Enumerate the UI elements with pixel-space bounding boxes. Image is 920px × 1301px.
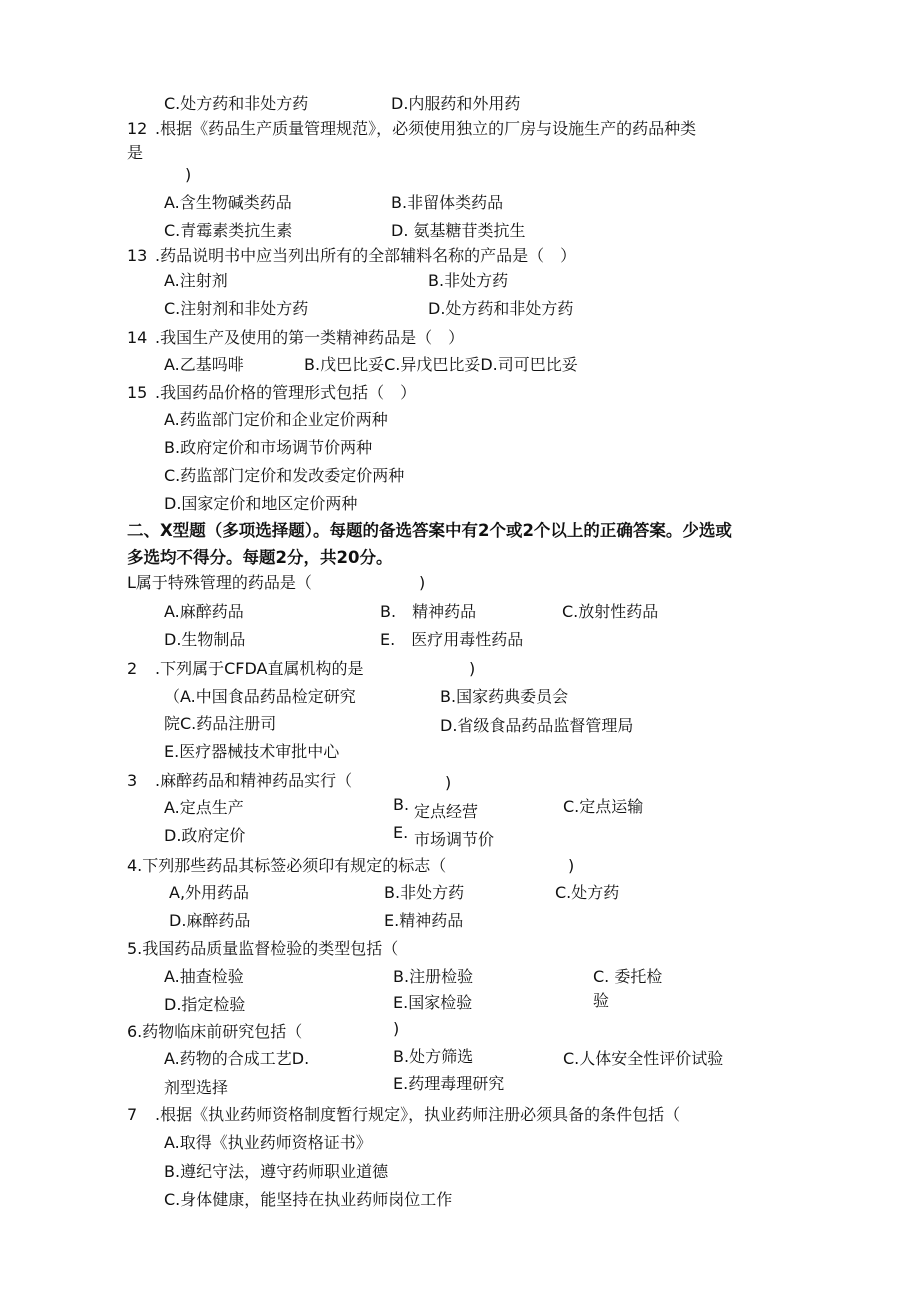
q14-stem: .我国生产及使用的第一类精神药品是（ ） (155, 328, 465, 347)
x3-option-e-text: 市场调节价 (414, 830, 495, 849)
x2-number: 2 (127, 659, 138, 678)
x4-option-d: D.麻醉药品 (169, 911, 251, 930)
q15-option-c: C.药监部门定价和发改委定价两种 (164, 466, 405, 485)
x4-option-b: B.非处方药 (384, 883, 465, 902)
q15-stem: .我国药品价格的管理形式包括（ ） (155, 383, 417, 402)
q11-option-c: C.处方药和非处方药 (164, 94, 309, 113)
x2-option-a-continued: 院C.药品注册司 (164, 714, 277, 733)
q12-option-d: D. 氨基糖苷类抗生 (391, 221, 526, 240)
x1-option-a: A.麻醉药品 (164, 602, 244, 621)
q12-paren: ) (185, 165, 192, 184)
x3-option-d: D.政府定价 (164, 826, 246, 845)
x6-option-a: A.药物的合成工艺D. (164, 1049, 310, 1068)
x5-paren: ) (393, 1019, 400, 1038)
q14-number: 14 (127, 328, 148, 347)
x1-option-c: C.放射性药品 (562, 602, 659, 621)
x7-number: 7 (127, 1105, 138, 1124)
q15-number: 15 (127, 383, 148, 402)
q13-option-a: A.注射剂 (164, 271, 228, 290)
x6-stem: 6.药物临床前研究包括（ (127, 1022, 303, 1041)
x3-option-a: A.定点生产 (164, 798, 244, 817)
x7-option-a: A.取得《执业药师资格证书》 (164, 1133, 372, 1152)
x7-stem: .根据《执业药师资格制度暂行规定》，执业药师注册必须具备的条件包括（ (155, 1105, 681, 1124)
q15-option-a: A.药监部门定价和企业定价两种 (164, 410, 388, 429)
x3-option-b-text: 定点经营 (414, 802, 479, 821)
q15-option-d: D.国家定价和地区定价两种 (164, 494, 358, 513)
q12-option-b: B.非留体类药品 (391, 193, 504, 212)
q11-option-d: D.内服药和外用药 (391, 94, 521, 113)
x2-option-b: B.国家药典委员会 (440, 687, 569, 706)
q12-stem-continued: 是 (127, 143, 144, 162)
q15-option-b: B.政府定价和市场调节价两种 (164, 438, 373, 457)
q12-option-a: A.含生物碱类药品 (164, 193, 292, 212)
x4-option-e: E.精神药品 (384, 911, 464, 930)
x6-option-a-continued: 剂型选择 (164, 1078, 229, 1097)
x5-option-c: C. 委托检 (593, 967, 663, 986)
x5-option-a: A.抽查检验 (164, 967, 244, 986)
section-x-heading-line2: 多选均不得分。每题2分，共20分。 (127, 548, 393, 567)
x5-option-e: E.国家检验 (393, 993, 473, 1012)
x2-paren: ) (469, 659, 476, 678)
x3-option-c: C.定点运输 (563, 797, 644, 816)
q13-option-b: B.非处方药 (428, 271, 509, 290)
x3-stem: .麻醉药品和精神药品实行（ (155, 771, 353, 790)
x1-paren: ) (419, 573, 426, 592)
x6-option-b: B.处方筛选 (393, 1047, 474, 1066)
x4-option-a: A,外用药品 (169, 883, 250, 902)
x6-option-c: C.人体安全性评价试验 (563, 1049, 724, 1068)
x2-option-a: （A.中国食品药品检定研究 (164, 687, 356, 706)
q12-number: 12 (127, 119, 148, 138)
x6-option-e: E.药理毒理研究 (393, 1074, 505, 1093)
x3-option-b-letter: B. (393, 795, 410, 814)
q12-option-c: C.青霉素类抗生素 (164, 221, 293, 240)
q12-stem: .根据《药品生产质量管理规范》，必须使用独立的厂房与设施生产的药品种类 (155, 119, 697, 138)
x7-option-c: C.身体健康，能坚持在执业药师岗位工作 (164, 1190, 453, 1209)
x2-option-d: D.省级食品药品监督管理局 (440, 716, 634, 735)
q13-option-c: C.注射剂和非处方药 (164, 299, 309, 318)
x5-option-d: D.指定检验 (164, 995, 246, 1014)
x1-stem: L属于特殊管理的药品是（ (127, 573, 312, 592)
q13-option-d: D.处方药和非处方药 (428, 299, 574, 318)
x5-stem: 5.我国药品质量监督检验的类型包括（ (127, 939, 399, 958)
x4-paren: ) (568, 856, 575, 875)
section-x-heading-line1: 二、X型题（多项选择题）。每题的备选答案中有2个或2个以上的正确答案。少选或 (127, 521, 732, 540)
x2-option-e: E.医疗器械技术审批中心 (164, 742, 340, 761)
x5-option-c-continued: 验 (593, 991, 610, 1010)
q14-option-a: A.乙基吗啡 (164, 355, 244, 374)
x1-option-d: D.生物制品 (164, 630, 246, 649)
x3-option-e-letter: E. (393, 823, 409, 842)
q13-number: 13 (127, 246, 148, 265)
x7-option-b: B.遵纪守法，遵守药师职业道德 (164, 1162, 389, 1181)
x4-option-c: C.处方药 (555, 883, 620, 902)
x3-number: 3 (127, 771, 138, 790)
x2-stem: .下列属于CFDA直属机构的是 (155, 659, 364, 678)
x1-option-b: B. 精神药品 (380, 602, 477, 621)
q14-options-bcd: B.戊巴比妥C.异戊巴比妥D.司可巴比妥 (304, 355, 578, 374)
x3-paren: ) (445, 773, 452, 792)
x1-option-e: E. 医疗用毒性药品 (380, 630, 524, 649)
x5-option-b: B.注册检验 (393, 967, 474, 986)
q13-stem: .药品说明书中应当列出所有的全部辅料名称的产品是（ ） (155, 246, 577, 265)
x4-stem: 4.下列那些药品其标签必须印有规定的标志（ (127, 856, 447, 875)
